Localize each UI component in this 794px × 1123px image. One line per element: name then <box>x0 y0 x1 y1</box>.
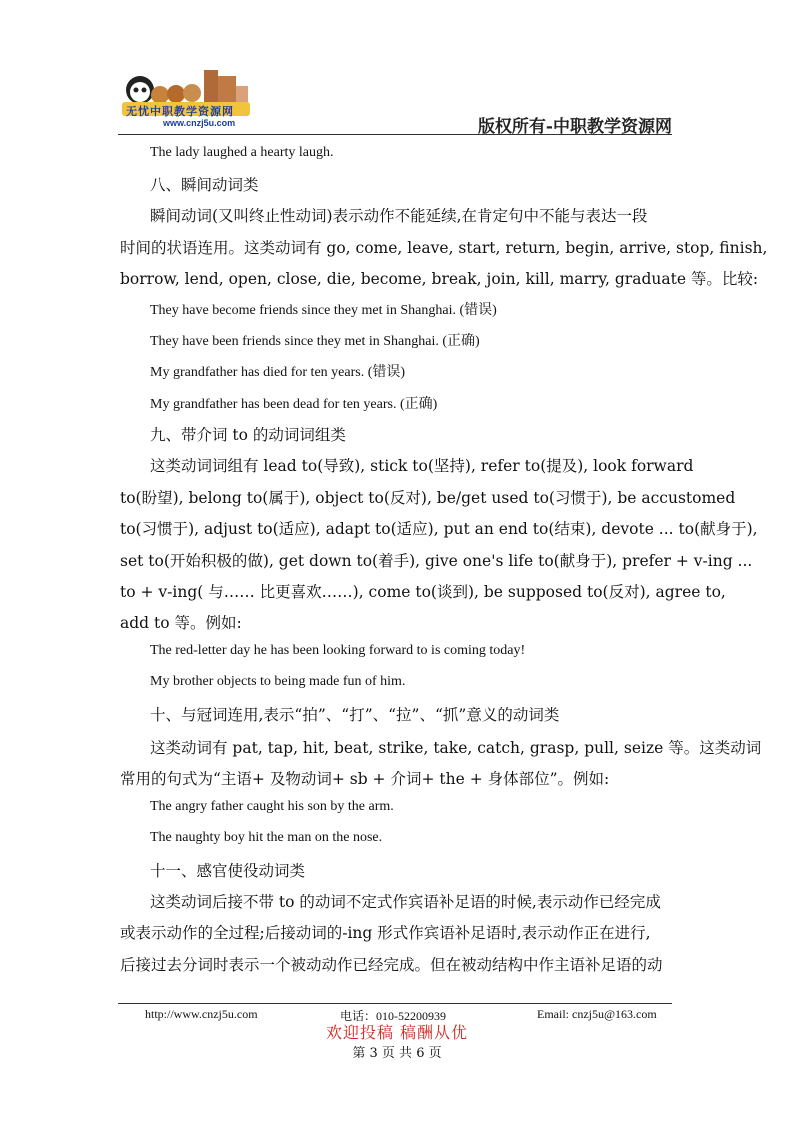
body-line: borrow, lend, open, close, die, become, break, join, kill, marry, graduate 等。比较: <box>120 270 759 288</box>
body-line: to + v-ing( 与…… 比更喜欢……), come to(谈到), be supposed to(反对), agree to, <box>120 583 726 601</box>
body-line: 这类动词有 pat, tap, hit, beat, strike, take, catch, grasp, pull, seize 等。这类动词 <box>150 739 762 757</box>
section-heading: 十一、感官使役动词类 <box>150 862 306 880</box>
page-number: 第 3 页 共 6 页 <box>352 1046 442 1061</box>
section-heading: 十、与冠词连用,表示“拍”、“打”、“拉”、“抓”意义的动词类 <box>150 706 560 724</box>
footer-url: http://www.cnzj5u.com <box>145 1007 258 1021</box>
logo-text: 无忧中职教学资源网 <box>126 105 234 118</box>
example-line: The red-letter day he has been looking forward to is coming today! <box>150 643 526 658</box>
footer-email: Email: cnzj5u@163.com <box>537 1007 657 1021</box>
body-line: 常用的句式为“主语+ 及物动词+ sb + 介词+ the + 身体部位”。例如: <box>120 770 610 788</box>
body-line: 时间的状语连用。这类动词有 go, come, leave, start, return, begin, arrive, stop, finish, <box>120 239 768 257</box>
footer-divider <box>118 1003 672 1004</box>
body-line: add to 等。例如: <box>120 614 242 632</box>
header-title: 版权所有-中职教学资源网 <box>477 117 672 137</box>
body-line: 这类动词后接不带 to 的动词不定式作宾语补足语的时候,表示动作已经完成 <box>150 893 661 911</box>
example-line: The naughty boy hit the man on the nose. <box>150 830 383 845</box>
section-heading: 九、带介词 to 的动词词组类 <box>150 426 346 444</box>
body-line: 后接过去分词时表示一个被动动作已经完成。但在被动结构中作主语补足语的动 <box>120 956 663 974</box>
example-line: The angry father caught his son by the arm. <box>150 799 394 814</box>
example-line: My grandfather has been dead for ten years. (正确) <box>150 397 438 412</box>
body-line: 瞬间动词(又叫终止性动词)表示动作不能延续,在肯定句中不能与表达一段 <box>150 207 648 225</box>
header-divider <box>118 134 672 135</box>
example-line: My grandfather has died for ten years. (错误) <box>150 365 406 380</box>
section-heading: 八、瞬间动词类 <box>150 176 259 194</box>
example-line: They have been friends since they met in Shanghai. (正确) <box>150 334 480 349</box>
body-line: to(盼望), belong to(属于), object to(反对), be/get used to(习惯于), be accustomed <box>120 489 736 507</box>
example-line: They have become friends since they met in Shanghai. (错误) <box>150 303 497 318</box>
footer-slogan: 欢迎投稿 稿酬从优 <box>325 1023 469 1042</box>
logo-url: www.cnzj5u.com <box>163 118 236 128</box>
footer-phone: 电话：010-52200939 <box>340 1009 446 1023</box>
body-line: set to(开始积极的做), get down to(着手), give one's life to(献身于), prefer + v-ing ... <box>120 552 753 570</box>
example-line: My brother objects to being made fun of him. <box>150 674 406 689</box>
body-line: to(习惯于), adjust to(适应), adapt to(适应), put an end to(结束), devote ... to(献身于), <box>120 520 758 538</box>
body-line: 或表示动作的全过程;后接动词的-ing 形式作宾语补足语时,表示动作正在进行, <box>120 924 651 942</box>
body-line: The lady laughed a hearty laugh. <box>150 145 334 160</box>
body-line: 这类动词词组有 lead to(导致), stick to(坚持), refer to(提及), look forward <box>150 457 694 475</box>
